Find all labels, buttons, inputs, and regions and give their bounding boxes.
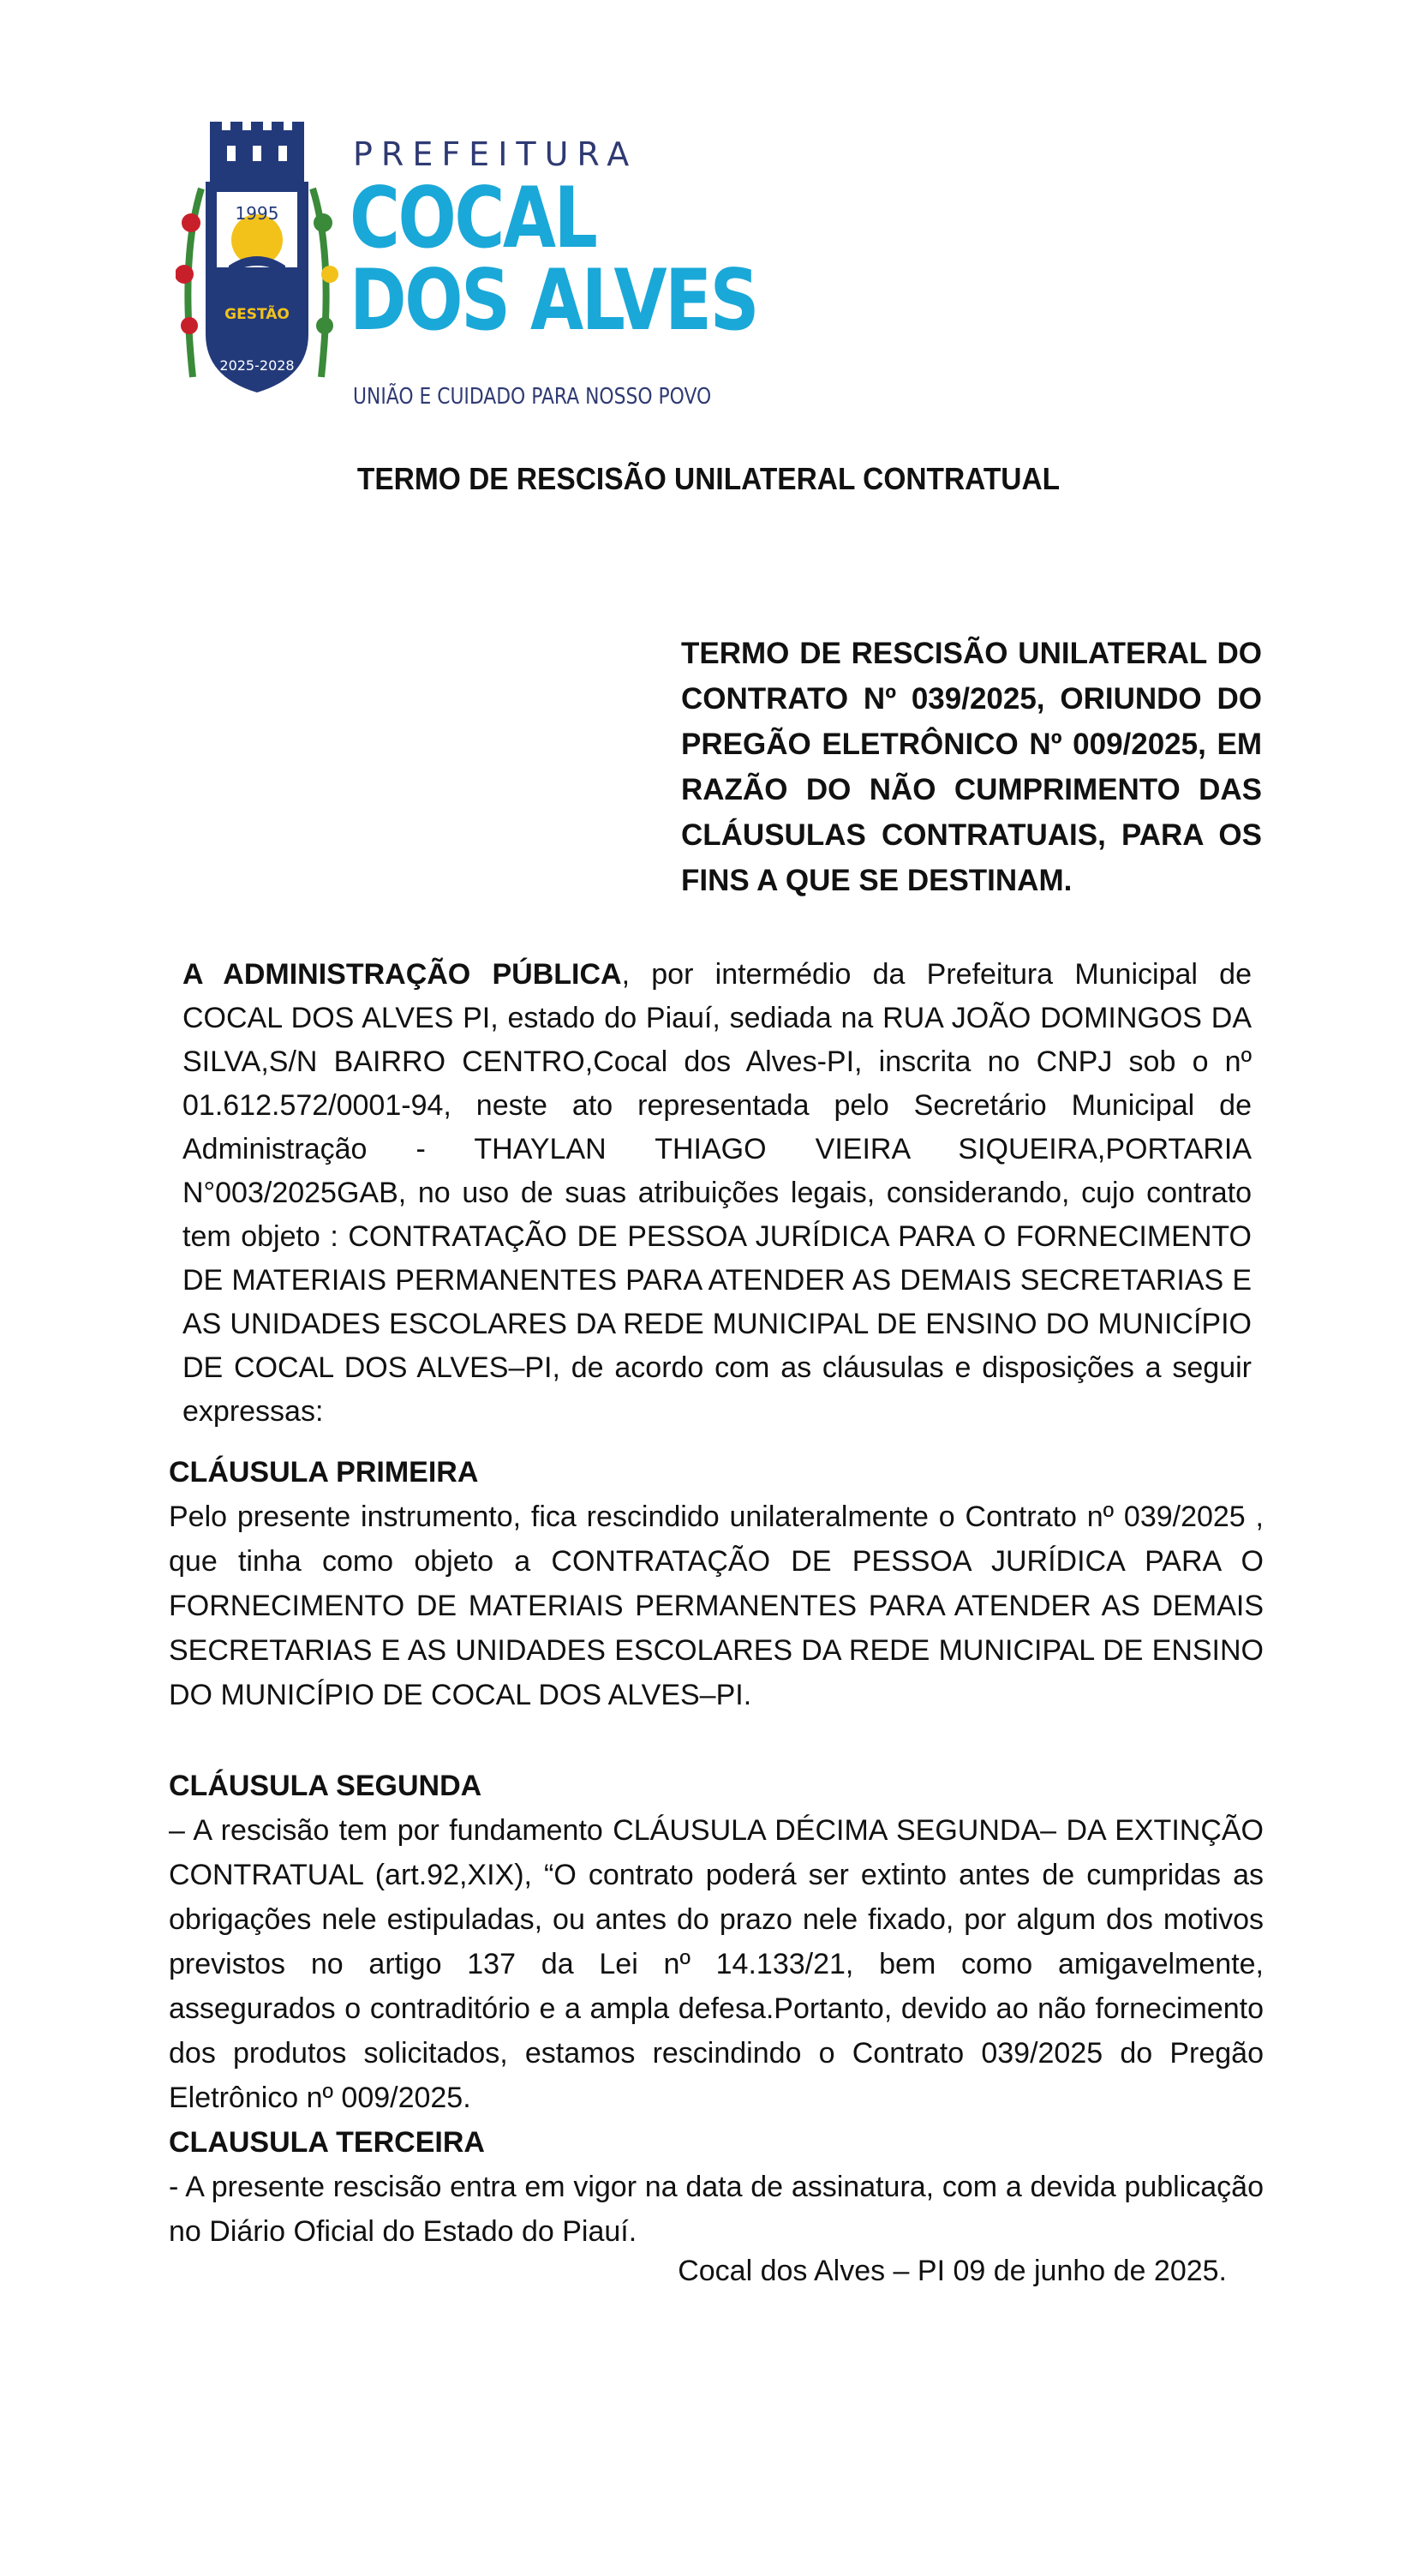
preamble-bold: A ADMINISTRAÇÃO PÚBLICA [182, 958, 622, 991]
preamble-paragraph [182, 953, 1252, 1434]
preamble [182, 953, 1252, 1434]
document-title: TERMO DE RESCISÃO UNILATERAL CONTRATUAL [356, 461, 1061, 496]
clause-text: Pelo presente instrumento, fica rescindido unilateralmente o Contrato nº 039/2025 , que tinha como objeto a CONTRATAÇÃO DE PESSOA JURÍDICA PARA O FORNECIMENTO DE MATERIAIS PERMANENTES PARA ATENDER AS DEMAIS SECRETARIAS E AS UNIDADES ESCOLARES DA REDE MUNICIPAL DE ENSINO DO MUNICÍPIO DE COCAL DOS ALVES–PI. [169, 1501, 1264, 1711]
preamble-text: , por intermédio da Prefeitura Municipal de COCAL DOS ALVES PI, estado do Piauí, sediada na RUA JOÃO DOMINGOS DA SILVA,S/N BAIRRO CENTRO,Cocal dos Alves-PI, inscrita no CNPJ sob o nº 01.612.572/0001-94, neste ato representada pelo Secretário Municipal de Administração - THAYLAN THIAGO VIEIRA SIQUEIRA,PORTARIA N°003/2025GAB, no uso de suas atribuições legais, considerando, cujo contrato tem objeto : CONTRATAÇÃO DE PESSOA JURÍDICA PARA O FORNECIMENTO DE MATERIAIS PERMANENTES PARA ATENDER AS DEMAIS SECRETARIAS E AS UNIDADES ESCOLARES DA REDE MUNICIPAL DE ENSINO DO MUNICÍPIO DE COCAL DOS ALVES–PI, de acordo com as cláusulas e disposições a seguir expressas: [182, 958, 1252, 1428]
clause-segunda [169, 1764, 1264, 2120]
municipal-crest-icon [176, 120, 338, 411]
clause-heading: CLÁUSULA SEGUNDA [169, 1770, 482, 1802]
clause-primeira [169, 1450, 1264, 1717]
brand-name-line1: COCAL [350, 170, 596, 267]
clause-terceira [169, 2120, 1264, 2254]
brand-wordmark [350, 135, 758, 410]
brand-prefix: PREFEITURA [353, 135, 638, 173]
document-subject [681, 631, 1262, 903]
clause-text: – A rescisão tem por fundamento CLÁUSULA DÉCIMA SEGUNDA– DA EXTINÇÃO CONTRATUAL (art.92,XIX), “O contrato poderá ser extinto antes de cumpridas as obrigações nele estipuladas, ou antes do prazo nele fixado, por algum dos motivos previstos no artigo 137 da Lei nº 14.133/21, bem como amigavelmente, assegurados o contraditório e a ampla defesa.Portanto, devido ao não fornecimento dos produtos solicitados, estamos rescindindo o Contrato 039/2025 do Pregão Eletrônico nº 009/2025. [169, 1814, 1264, 2114]
clause-heading: CLÁUSULA PRIMEIRA [169, 1456, 479, 1489]
brand-tagline: UNIÃO E CUIDADO PARA NOSSO POVO [353, 384, 712, 410]
svg-text:2025-2028: 2025-2028 [219, 357, 295, 374]
prefeitura-logo [176, 120, 758, 411]
clause-heading: CLAUSULA TERCEIRA [169, 2126, 485, 2159]
subject-text: TERMO DE RESCISÃO UNILATERAL DO CONTRATO Nº 039/2025, ORIUNDO DO PREGÃO ELETRÔNICO Nº 009/2025, EM RAZÃO DO NÃO CUMPRIMENTO DAS CLÁUSULAS CONTRATUAIS, PARA OS FINS A QUE SE DESTINAM. [681, 637, 1262, 897]
svg-text:1995: 1995 [235, 203, 279, 224]
clause-text: - A presente rescisão entra em vigor na data de assinatura, com a devida publicação no Diário Oficial do Estado do Piauí. [169, 2171, 1264, 2248]
place-and-date: Cocal dos Alves – PI 09 de junho de 2025. [678, 2255, 1227, 2287]
svg-text:GESTÃO: GESTÃO [224, 306, 290, 323]
brand-name-line2: DOS ALVES [350, 252, 758, 350]
